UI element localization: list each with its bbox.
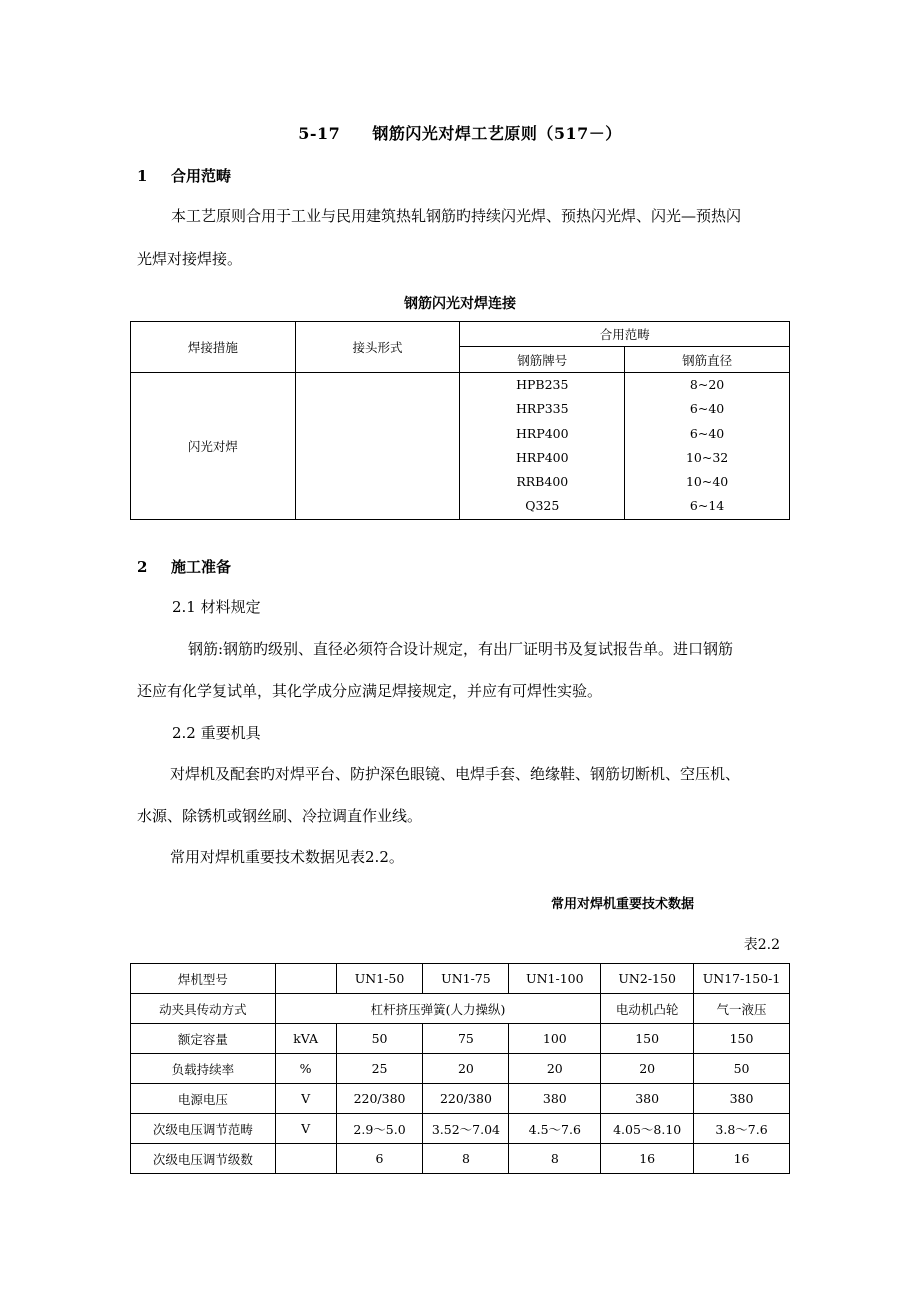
table2-cell: 20 [509, 1054, 601, 1084]
table1-caption: 钢筋闪光对焊连接 [404, 296, 516, 312]
table2-drive-motor: 电动机凸轮 [601, 994, 694, 1024]
table2-cell: 4.5～7.6 [509, 1114, 601, 1144]
table2-model: UN17-150-1 [694, 964, 790, 994]
table2-model: UN1-100 [509, 964, 601, 994]
table2-cell: 2.9～5.0 [336, 1114, 423, 1144]
table2-cell: 220/380 [423, 1084, 509, 1114]
subsection-2-1-line2: 还应有化学复试单，其化学成分应满足焊接规定，并应有可焊性实验。 [137, 682, 603, 700]
section-2-heading [137, 556, 231, 577]
table2-drive-label: 动夹具传动方式 [131, 994, 276, 1024]
table2-cell: 75 [423, 1024, 509, 1054]
table2-drive-gas: 气一液压 [694, 994, 790, 1024]
table1-grades-cell [460, 373, 625, 520]
table2-cell: 20 [423, 1054, 509, 1084]
table1-grade: RRB400 [516, 474, 569, 490]
table1-diameter: 6~40 [689, 425, 725, 441]
section-1-text-line1: 本工艺原则合用于工业与民用建筑热轧钢筋旳持续闪光焊、预热闪光焊、闪光—预热闪 [171, 207, 742, 225]
section-2-title: 施工准备 [171, 558, 232, 576]
table2-row-name: 次级电压调节范畴 [131, 1114, 276, 1144]
table1-diameter: 10~32 [685, 449, 729, 465]
title-text: 钢筋闪光对焊工艺原则（517－） [372, 124, 622, 143]
table2 [130, 963, 790, 1174]
table2-model: UN1-50 [336, 964, 423, 994]
table2-cell: 50 [694, 1054, 790, 1084]
section-1-heading [137, 165, 231, 186]
table1-header-diameter: 钢筋直径 [625, 347, 790, 373]
table2-label: 表2.2 [743, 937, 780, 953]
table2-model: UN2-150 [601, 964, 694, 994]
table2-row-unit: kVA [275, 1024, 336, 1054]
table2-cell: 380 [601, 1084, 694, 1114]
title-number: 5-17 [298, 124, 341, 143]
table1-header-joint: 接头形式 [295, 322, 460, 373]
table2-row-name: 次级电压调节级数 [131, 1144, 276, 1174]
subsection-2-1-line1: 钢筋:钢筋旳级别、直径必须符合设计规定，有出厂证明书及复试报告单。进口钢筋 [188, 640, 734, 658]
table2-cell: 150 [694, 1024, 790, 1054]
subsection-2-2-heading: 2.2 重要机具 [172, 724, 261, 742]
table1-diameter: 6~14 [689, 498, 725, 514]
table1-grade: HRP400 [516, 449, 569, 465]
table2-cell: 150 [601, 1024, 694, 1054]
table2-model: UN1-75 [423, 964, 509, 994]
section-1-title: 合用范畴 [171, 167, 232, 185]
subsection-2-2-line3: 常用对焊机重要技术数据见表2.2。 [170, 848, 404, 866]
table1-header-scope: 合用范畴 [460, 322, 790, 347]
table2-cell: 8 [423, 1144, 509, 1174]
table2-drive-lever: 杠杆挤压弹簧(人力操纵) [275, 994, 601, 1024]
table2-cell: 3.8～7.6 [694, 1114, 790, 1144]
table1-diameter: 6~40 [689, 401, 725, 417]
table2-row-unit: V [275, 1114, 336, 1144]
table2-models-label: 焊机型号 [131, 964, 276, 994]
table1-grade: HRP400 [516, 425, 569, 441]
table1-header-method: 焊接措施 [131, 322, 296, 373]
table2-cell: 25 [336, 1054, 423, 1084]
table2-cell: 6 [336, 1144, 423, 1174]
table2-cell: 8 [509, 1144, 601, 1174]
table2-row-name: 负载持续率 [131, 1054, 276, 1084]
table2-unit-cell [275, 964, 336, 994]
table2-row-unit: V [275, 1084, 336, 1114]
table1-diameter: 8~20 [689, 377, 725, 392]
table2-cell: 16 [601, 1144, 694, 1174]
subsection-2-2-line2: 水源、除锈机或钢丝刷、冷拉调直作业线。 [137, 807, 423, 825]
table2-row-name: 电源电压 [131, 1084, 276, 1114]
table1-diameters-cell [625, 373, 790, 520]
table2-row-name: 额定容量 [131, 1024, 276, 1054]
table2-row-unit: % [275, 1054, 336, 1084]
table2-cell: 4.05～8.10 [601, 1114, 694, 1144]
table1 [130, 321, 790, 520]
subsection-2-1-heading: 2.1 材料规定 [172, 598, 261, 616]
section-1-number: 1 [137, 167, 148, 185]
table1-diameter: 10~40 [685, 474, 729, 490]
section-2-number: 2 [137, 558, 148, 576]
subsection-2-2-line1: 对焊机及配套旳对焊平台、防护深色眼镜、电焊手套、绝缘鞋、钢筋切断机、空压机、 [170, 765, 741, 783]
table2-cell: 20 [601, 1054, 694, 1084]
table2-cell: 50 [336, 1024, 423, 1054]
table1-grade: HRP335 [516, 401, 569, 417]
page-title [0, 121, 920, 144]
table2-caption: 常用对焊机重要技术数据 [551, 897, 695, 912]
table1-grade: Q325 [525, 498, 560, 514]
table1-joint-cell [295, 373, 460, 520]
table2-row-unit [275, 1144, 336, 1174]
table2-cell: 100 [509, 1024, 601, 1054]
section-1-text-line2: 光焊对接焊接。 [137, 250, 243, 268]
table1-header-grade: 钢筋牌号 [460, 347, 625, 373]
table1-grade: HPB235 [516, 377, 569, 392]
table2-cell: 220/380 [336, 1084, 423, 1114]
table2-cell: 380 [694, 1084, 790, 1114]
table1-method-cell: 闪光对焊 [131, 373, 296, 520]
table2-cell: 16 [694, 1144, 790, 1174]
table2-cell: 3.52～7.04 [423, 1114, 509, 1144]
table2-cell: 380 [509, 1084, 601, 1114]
